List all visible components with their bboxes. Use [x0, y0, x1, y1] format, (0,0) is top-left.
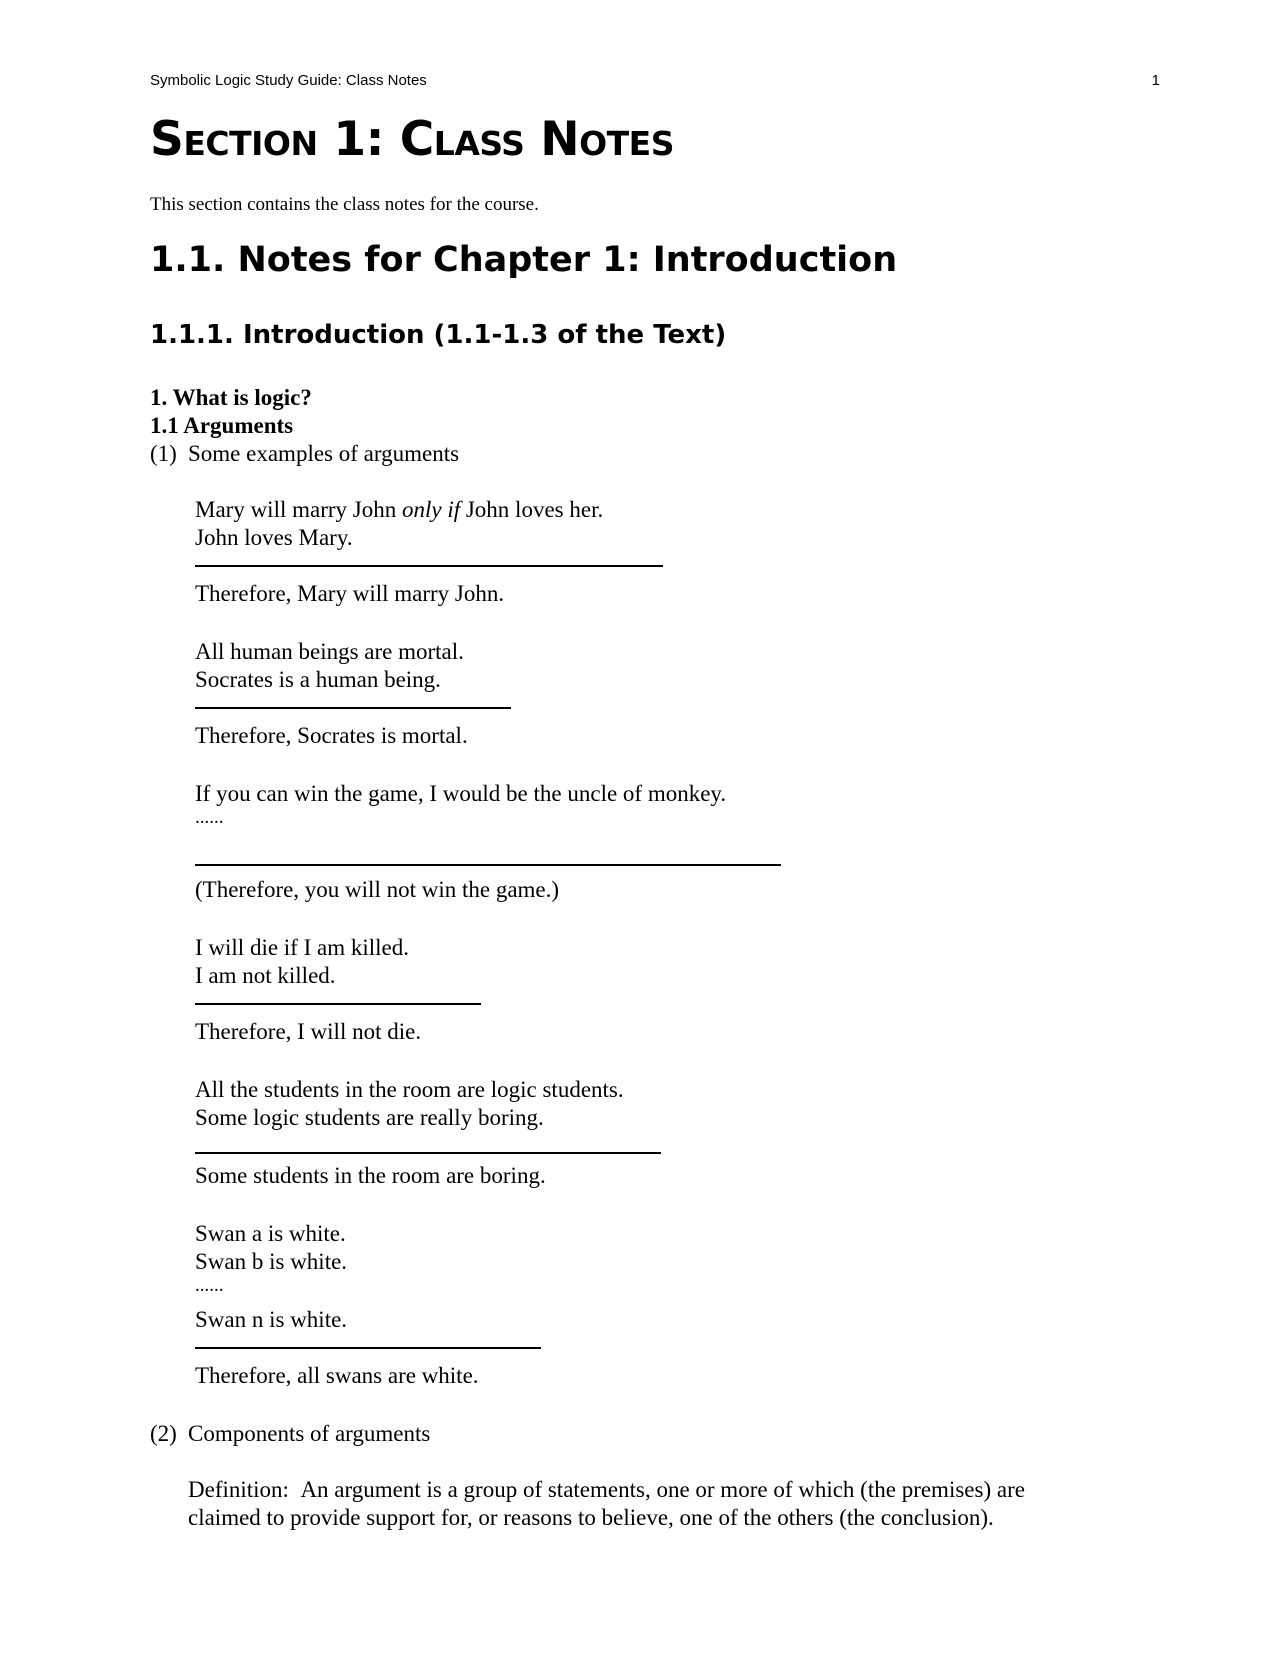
page-number: 1: [1151, 72, 1160, 89]
argument-6-conclusion: Therefore, all swans are white.: [195, 1363, 479, 1388]
argument-5-premise-2: Some logic students are really boring.: [195, 1105, 544, 1130]
argument-5-premise-1: All the students in the room are logic students.: [195, 1077, 624, 1102]
argument-4-premise-1: I will die if I am killed.: [195, 935, 409, 960]
argument-1-premise-2: John loves Mary.: [195, 525, 353, 550]
argument-3-premise-1: If you can win the game, I would be the uncle of monkey.: [195, 781, 727, 806]
item-1: [150, 440, 459, 468]
item-1-label: Some examples of arguments: [188, 441, 460, 466]
argument-4-divider: [195, 1003, 481, 1005]
chapter-heading: 1.1. Notes for Chapter 1: Introduction: [150, 240, 898, 280]
argument-5-divider: [195, 1152, 661, 1154]
subsection-heading: 1.1.1. Introduction (1.1-1.3 of the Text): [150, 320, 727, 350]
argument-2-premise-1: All human beings are mortal.: [195, 639, 464, 664]
argument-6-divider: [195, 1347, 541, 1349]
running-header: [150, 72, 1160, 89]
argument-1-conclusion: Therefore, Mary will marry John.: [195, 581, 505, 606]
section-intro: This section contains the class notes for the course.: [150, 194, 539, 215]
argument-2-divider: [195, 707, 511, 709]
argument-3-divider: [195, 864, 781, 866]
argument-6-ellipsis: ......: [195, 1275, 224, 1296]
item-2: [150, 1420, 430, 1448]
argument-5-conclusion: Some students in the room are boring.: [195, 1163, 546, 1188]
argument-2-premise-2: Socrates is a human being.: [195, 667, 441, 692]
argument-3-conclusion: (Therefore, you will not win the game.): [195, 877, 560, 902]
argument-4-premise-2: I am not killed.: [195, 963, 336, 988]
argument-2-conclusion: Therefore, Socrates is mortal.: [195, 723, 468, 748]
argument-6-premise-1: Swan a is white.: [195, 1221, 346, 1246]
argument-3-ellipsis: ......: [195, 807, 224, 828]
topic-subheading: 1.1 Arguments: [150, 413, 294, 438]
topic-heading: 1. What is logic?: [150, 385, 312, 410]
premise-text-tail: John loves her.: [460, 497, 604, 522]
item-2-number: (2): [150, 1421, 177, 1446]
definition-label: Definition:: [188, 1477, 289, 1502]
definition-text-1: An argument is a group of statements, one or more of which (the premises) are: [300, 1477, 1025, 1502]
emphasis-text: only if: [401, 497, 461, 522]
definition-line-2: claimed to provide support for, or reasons to believe, one of the others (the conclusion).: [188, 1505, 994, 1530]
item-2-label: Components of arguments: [188, 1421, 431, 1446]
header-title: Symbolic Logic Study Guide: Class Notes: [150, 72, 427, 89]
argument-4-conclusion: Therefore, I will not die.: [195, 1019, 422, 1044]
argument-1-divider: [195, 565, 663, 567]
argument-1-premise-1: [195, 496, 603, 524]
argument-6-premise-3: Swan n is white.: [195, 1307, 348, 1332]
section-title: Section 1: Class Notes: [150, 112, 674, 167]
item-1-number: (1): [150, 441, 177, 466]
definition-line-1: [188, 1476, 1025, 1504]
premise-text: Mary will marry John: [195, 497, 402, 522]
argument-6-premise-2: Swan b is white.: [195, 1249, 348, 1274]
